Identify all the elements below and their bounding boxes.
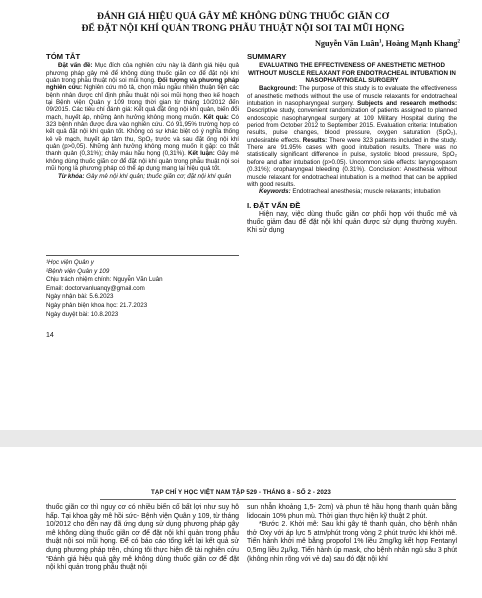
footnote-divider bbox=[46, 255, 239, 256]
journal-running-header: TẠP CHÍ Y HỌC VIỆT NAM TẬP 529 - THÁNG 8 - SỐ 2 - 2023 bbox=[151, 489, 331, 496]
title-line-1: ĐÁNH GIÁ HIỆU QUẢ GÂY MÊ KHÔNG DÙNG THUỐC GIÃN CƠ bbox=[96, 11, 390, 22]
page2-left-paragraph: thuốc giãn cơ thì nguy cơ có nhiều biến cố bất lợi như suy hô hấp. Tại khoa gây mê hồi sức- Bệnh viện Quân y 109, từ tháng 10/2012 cho đến nay đã ứng dụng sử dụng phương pháp gây mê không dùng thuốc giãn cơ để đặt nội khí quản trong phẫu thuật nội soi mũi họng. Để có báo cáo tổng kết lại kết quả sử dụng phương pháp trên, chúng tôi thực hiện đề tài nghiên cứu “Đánh giá hiệu quả gây mê không dùng thuốc giãn cơ để đặt nội khí quản trong phẫu thuật nội bbox=[46, 504, 239, 572]
footnote-corresponding-author: Chịu trách nhiệm chính: Nguyễn Văn Luân bbox=[46, 276, 163, 284]
keywords-vn-label: Từ khóa: bbox=[58, 172, 85, 180]
footnote-review-date: Ngày phản biện khoa học: 21.7.2023 bbox=[46, 301, 148, 309]
footnote-email: Email: doctorvanluanqy@gmail.com bbox=[46, 284, 145, 292]
footnote-affiliation-1: ¹Học viện Quân y bbox=[46, 259, 94, 266]
label-results-en: Results: bbox=[302, 136, 328, 144]
abstract-en-body bbox=[247, 85, 457, 188]
author-1: Nguyễn Văn Luân bbox=[315, 39, 380, 48]
authors bbox=[315, 39, 460, 48]
text-methods-en: Descriptive study, convenient randomization of patients assigned to planned endoscopic nasopharyngeal surgery at 109 Military Hospital during the period from October 2012 to September 2015. Evaluation criteria: Intubation results, pulse changes, blood pressure, oxygen saturation (SpO₂), undesirable effects. bbox=[247, 107, 457, 144]
page2-right-column bbox=[247, 504, 457, 564]
page2-right-paragraph-2: *Bước 2. Khởi mê: Sau khi gây tê thanh quản, cho bệnh nhân thở Oxy với áp lực 5 atm/phút trong vòng 2 phút trước khi khởi mê. Tiến hành khởi mê bằng propofol 1% liều 2mg/kg kết hợp Fentanyl 0,5mg liều 2µ/kg. Tiến hành úp mask, cho bệnh nhân ngủ sâu 3 phút (không nhìn rõng với vẻ da) sau đó đặt nội khí bbox=[247, 521, 457, 563]
keywords-en bbox=[247, 188, 457, 195]
footnotes bbox=[46, 259, 239, 319]
footnote-affiliation-2: ²Bệnh viện Quân y 109 bbox=[46, 267, 110, 275]
section-heading-intro: I. ĐẶT VẤN ĐỀ bbox=[247, 200, 301, 210]
footnote-received-date: Ngày nhận bài: 5.6.2023 bbox=[46, 293, 114, 301]
abstract-en-heading: SUMMARY bbox=[247, 52, 287, 61]
author-2-affil: 2 bbox=[457, 39, 460, 45]
text-methods-vn: Nghiên cứu mô tả, chọn mẫu ngẫu nhiên thuận tiện các bệnh nhân được chỉ định phẫu thuật nội soi mũi họng theo kế hoạch tại Bệnh viện Quân y 109 trong thời gian từ tháng 10/2012 đến 09/2015. Các tiêu chí đánh giá: Kết quả đặt ống nội khí quản, biến đổi mạch, huyết áp, những ảnh hưởng không mong muốn. bbox=[46, 84, 239, 121]
keywords-vn-text: Gây mê nội khí quản; thuốc giãn cơ; đặt nội khí quản bbox=[84, 172, 232, 180]
text-results-en: There were 323 patients included in the study. There are 91.95% cases with good intubation results. There was no statistically significant difference in pulse, systolic blood pressure, SpO₂ before and after intubation (p>0.05). Uncommon side effects: laryngospasm (0.31%); oropharyngeal bleeding (0.31%). Conclusion: Anesthesia without muscle relaxant for endotracheal intubation is a method that can be applied with good results. bbox=[247, 136, 457, 188]
abstract-vn-body bbox=[46, 62, 239, 172]
abstract-english bbox=[247, 53, 457, 235]
text-results-vn: Có 323 bệnh nhân được đưa vào nghiên cứu. Có 91,95% trường hợp có kết quả đặt nội khí quản tốt. Không có sự khác biệt có ý nghĩa thống kê về mạch, huyết áp tâm thu, SpO₂ trước và sau đặt ống nội khí quản (p>0,05). Những ảnh hưởng không mong muốn ít gặp: co thắt thanh quản (0,31%); chảy máu hầu họng (0,31%). bbox=[46, 113, 239, 158]
title-line-2: ĐỂ ĐẶT NỘI KHÍ QUẢN TRONG PHẪU THUẬT NỘI SOI TAI MŨI HỌNG bbox=[81, 23, 405, 34]
abstract-vn-heading: TÓM TẮT bbox=[46, 52, 81, 61]
keywords-en-text: Endotracheal anesthesia; muscle relaxants; intubation bbox=[290, 188, 441, 196]
keywords-vn bbox=[46, 173, 239, 180]
page2-left-column bbox=[46, 504, 239, 573]
keywords-en-label: Keywords: bbox=[259, 188, 291, 196]
author-1-affil: 1 bbox=[379, 39, 382, 45]
footnote-accepted-date: Ngày duyệt bài: 10.8.2023 bbox=[46, 310, 119, 318]
page-number: 14 bbox=[46, 332, 54, 339]
page2-right-paragraph-1: sun nhẫn khoảng 1,5- 2cm) và phun tê hầu họng thanh quản bằng lidocain 10% phun mù. Thời gian thực hiện kỹ thuật 2 phút. bbox=[247, 504, 457, 520]
intro-paragraph: Hiện nay, việc dùng thuốc giãn cơ phối hợp với thuốc mê và thuốc giảm đau để đặt nội khí quản được sử dụng thường xuyên. Khi sử dụng bbox=[247, 210, 457, 235]
english-title: EVALUATING THE EFFECTIVENESS OF ANESTHETIC METHOD WITHOUT MUSCLE RELAXANT FOR ENDOTRACHEAL INTUBATION IN NASOPHARYNGEAL SURGERY bbox=[248, 62, 456, 85]
label-conclusion-vn: Kết luận: bbox=[188, 150, 215, 158]
text-conclusion-vn: Gây mê không dùng thuốc giãn cơ để đặt nội khí quản trong phẫu thuật nội soi mũi họng là phương pháp có thể áp dụng mang lại hiệu quả tốt. bbox=[46, 150, 239, 173]
author-separator: , bbox=[381, 39, 386, 48]
header-rule bbox=[100, 499, 456, 500]
label-background-en: Background: bbox=[259, 85, 298, 93]
text-background-vn: Mục đích của nghiên cứu này là đánh giá hiệu quả phương pháp gây mê để không dùng thuốc giãn cơ để đặt nội khí quản trong phẫu thuật nội soi mũi họng. bbox=[46, 62, 239, 85]
label-methods-vn: Đối tượng và phương pháp nghiên cứu: bbox=[46, 77, 239, 92]
article-page-2 bbox=[0, 447, 482, 598]
label-methods-en: Subjects and research methods: bbox=[357, 100, 457, 108]
abstract-vietnamese bbox=[46, 53, 239, 180]
text-background-en: The purpose of this study is to evaluate the effectiveness of anesthetic methods without the use of muscle relaxants for endotracheal intubation in nasopharyngeal surgery. bbox=[247, 85, 457, 108]
label-background-vn: Đặt vấn đề: bbox=[58, 62, 93, 70]
label-results-vn: Kết quả: bbox=[203, 113, 229, 121]
author-2: Hoàng Mạnh Khang bbox=[385, 39, 458, 48]
